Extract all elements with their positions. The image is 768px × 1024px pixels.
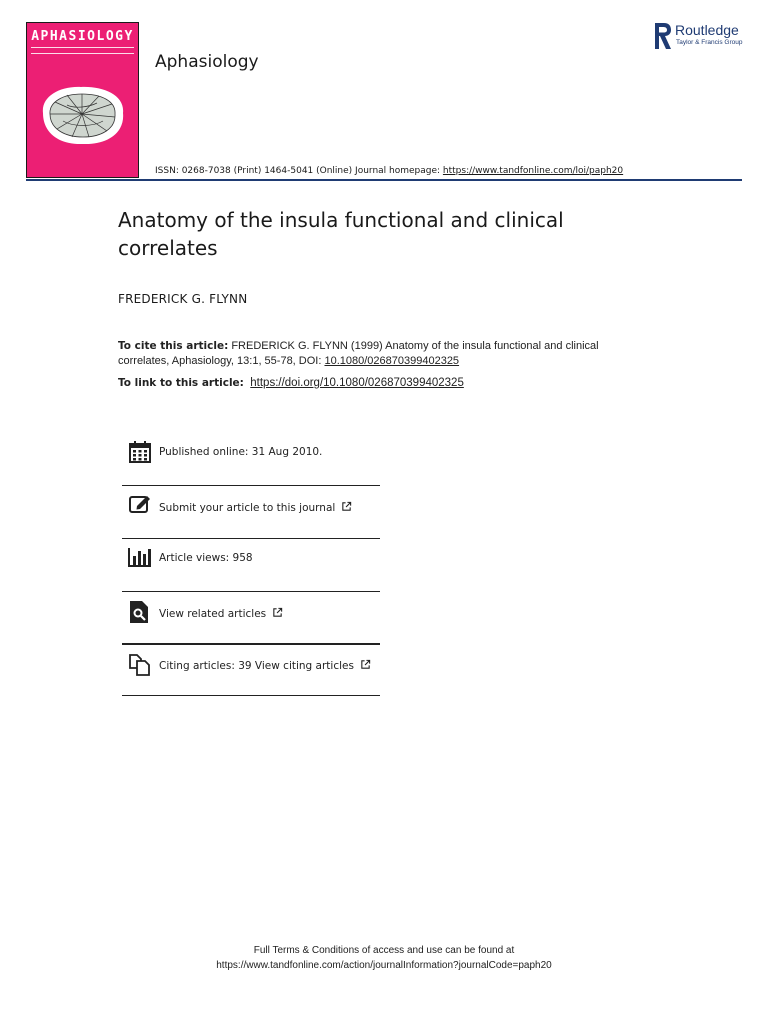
article-title: Anatomy of the insula functional and clinical correlates [118,208,564,260]
doi-link[interactable]: 10.1080/026870399402325 [324,355,460,367]
submit-article-link[interactable] [159,501,352,514]
citing-articles-row[interactable] [122,645,380,697]
citing-articles-text: Citing articles: 39 View citing articles [159,660,354,672]
related-articles-link[interactable] [159,607,283,620]
footer-terms [0,943,768,973]
calendar-icon [128,440,152,464]
article-author: FREDERICK G. FLYNN [118,292,248,306]
issn-line [155,166,623,176]
publisher-logo [654,22,746,52]
citation-block [118,339,648,369]
submit-article-row[interactable] [122,486,380,538]
article-views-row [122,539,380,591]
citing-documents-icon [128,652,152,676]
cite-text: FREDERICK G. FLYNN (1999) Anatomy of the insula functional and clinical correlates, Aphasiology, 13:1, 55-78, DOI: [118,340,599,367]
bar-chart-icon [128,545,152,569]
footer-line-1: Full Terms & Conditions of access and use can be found at [253,945,515,956]
article-views-text: Article views: 958 [159,552,253,564]
external-link-icon [341,501,352,512]
related-articles-row[interactable] [122,592,380,644]
cite-label: To cite this article: [118,340,229,352]
external-link-icon [272,607,283,618]
publisher-name: Routledge [675,22,739,38]
document-search-icon [128,600,152,624]
cover-rule [31,53,134,54]
footer-terms-link[interactable]: https://www.tandfonline.com/action/journalInformation?journalCode=paph20 [216,960,552,971]
article-link-block [118,377,464,389]
issn-text: ISSN: 0268-7038 (Print) 1464-5041 (Online) Journal homepage: [155,166,443,176]
cover-rule [31,47,134,48]
journal-name: Aphasiology [155,52,259,72]
published-online-text: Published online: 31 Aug 2010. [159,446,323,458]
journal-cover-image [26,22,139,178]
published-online-row [122,432,380,484]
external-link-icon [360,659,371,670]
article-doi-url-link[interactable]: https://doi.org/10.1080/026870399402325 [250,377,464,389]
routledge-r-icon [654,22,672,50]
cover-title: APHASIOLOGY [31,29,134,44]
related-articles-text: View related articles [159,608,267,620]
citing-articles-link[interactable] [159,659,371,672]
link-label: To link to this article: [118,377,244,389]
header-divider [26,179,742,181]
publisher-subtitle: Taylor & Francis Group [676,39,743,46]
submit-article-text: Submit your article to this journal [159,502,336,514]
cover-brain-illustration [37,83,129,149]
info-divider [122,695,380,696]
edit-icon [128,492,152,516]
journal-homepage-link[interactable]: https://www.tandfonline.com/loi/paph20 [442,166,624,176]
